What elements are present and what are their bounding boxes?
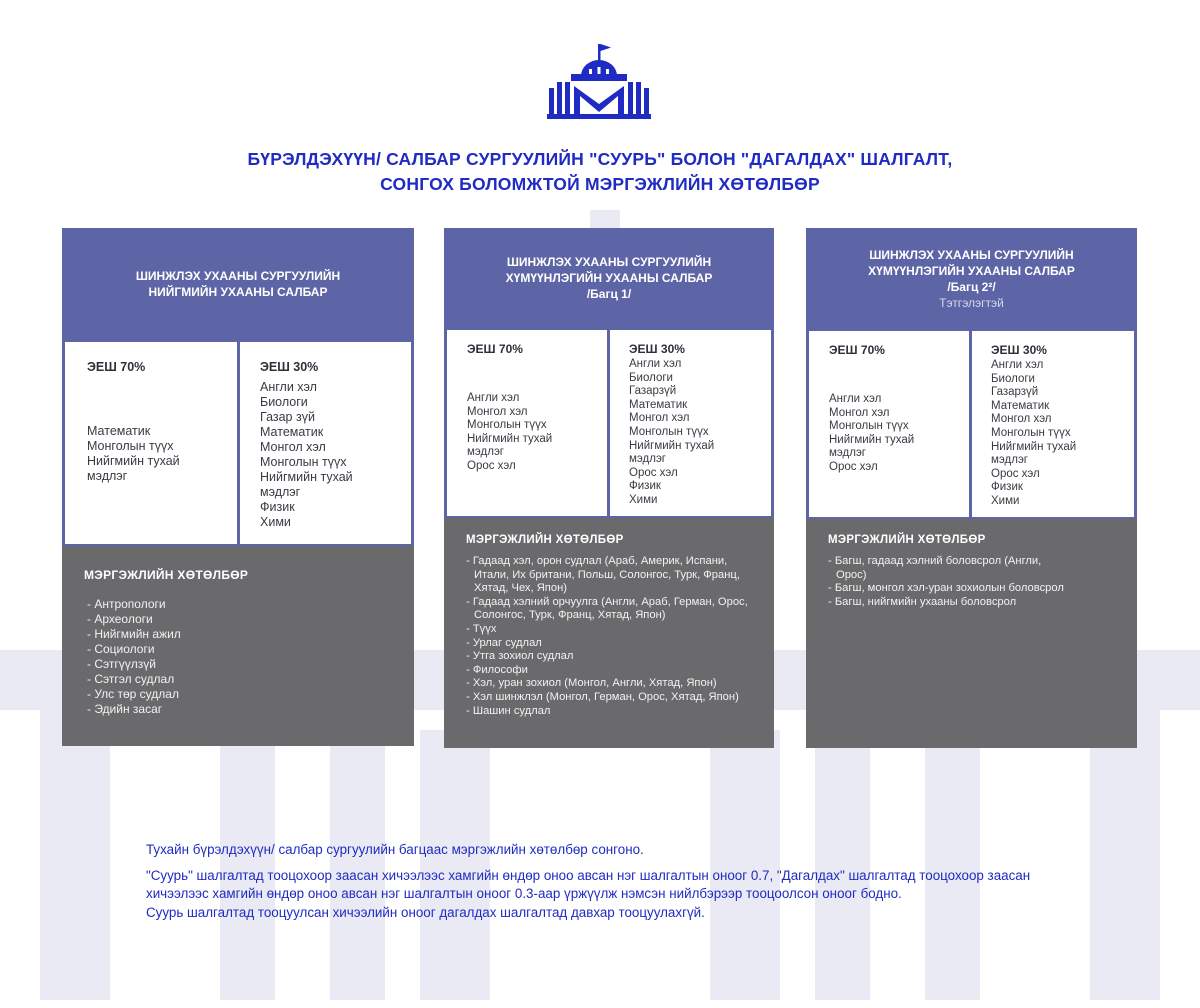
program-panel — [62, 546, 414, 746]
subject-item: Монголын түүх — [260, 455, 347, 469]
exam-cards — [62, 340, 414, 546]
program-title: МЭРГЭЖЛИЙН ХӨТӨЛБӨР — [466, 534, 624, 546]
subject-item: Англи хэл — [629, 358, 682, 370]
base-exam-card — [65, 342, 237, 544]
column-social-sciences — [62, 228, 414, 746]
subject-item: Физик — [629, 480, 661, 493]
base-exam-label: ЭЕШ 70% — [87, 360, 146, 374]
program-item: - Багш, гадаад хэлний боловсрол (Англи, Орос) — [828, 555, 1042, 581]
program-item: - Гадаад хэлний орчуулга (Англи, Араб, Герман, Орос, Солонгос, Турк, Франц, Хятад, Япон) — [466, 595, 748, 622]
university-logo-icon — [545, 42, 653, 120]
column-header-line: НИЙГМИЙН УХААНЫ САЛБАР — [148, 285, 328, 299]
subject-item: Хими — [629, 493, 658, 506]
program-title: МЭРГЭЖЛИЙН ХӨТӨЛБӨР — [828, 534, 986, 546]
program-item: - Багш, нийгмийн ухааны боловсрол — [828, 595, 1017, 608]
column-header — [444, 228, 774, 328]
footnotes — [146, 841, 1066, 929]
program-item: - Антропологи — [87, 597, 166, 611]
subject-item: Нийгмийн тухай — [829, 433, 915, 446]
base-exam-label: ЭЕШ 70% — [467, 342, 523, 356]
column-header-line: ХҮМҮҮНЛЭГИЙН УХААНЫ САЛБАР — [505, 271, 713, 285]
extra-exam-card — [972, 331, 1134, 517]
column-humanities-set-2 — [806, 228, 1137, 748]
subject-item: мэдлэг — [991, 454, 1029, 467]
subject-item: Англи хэл — [260, 380, 317, 394]
subject-item: Монгол хэл — [629, 412, 690, 425]
program-list — [466, 555, 762, 718]
program-item: - Эдийн засаг — [87, 702, 163, 716]
subject-item: Орос хэл — [829, 460, 878, 473]
page-title — [0, 147, 1200, 197]
page-title-line-1: БҮРЭЛДЭХҮҮН/ САЛБАР СУРГУУЛИЙН "СУУРЬ" БОЛОН "ДАГАЛДАХ" ШАЛГАЛТ, — [247, 149, 953, 169]
subject-item: Биологи — [260, 395, 308, 409]
program-item: - Урлаг судлал — [466, 636, 542, 649]
footnote-3: Суурь шалгалтад тооцуулсан хичээлийн оноог дагалдах шалгалтад давхар тооцуулахгүй. — [146, 904, 705, 920]
extra-exam-card — [240, 342, 411, 544]
program-item: - Философи — [466, 663, 528, 676]
exam-cards — [806, 329, 1137, 519]
subject-item: Орос хэл — [991, 467, 1040, 480]
subject-item: Газарзүй — [991, 386, 1039, 399]
subject-item: мэдлэг — [629, 453, 667, 466]
extra-exam-subjects — [629, 358, 714, 508]
extra-exam-label: ЭЕШ 30% — [260, 360, 319, 374]
program-item: - Сэтгүүлзүй — [87, 657, 156, 671]
program-item: - Гадаад хэл, орон судлал (Араб, Америк, Испани, Итали, Их британи, Польш, Солонгос, Турк, Франц, Хятад, Чех, Япон) — [466, 555, 740, 595]
subject-item: Орос хэл — [467, 459, 516, 472]
subject-item: Нийгмийн тухай — [629, 439, 715, 452]
subject-item: Монголын түүх — [991, 426, 1071, 439]
subject-item: Нийгмийн тухай — [260, 470, 353, 484]
subject-item: Монгол хэл — [467, 405, 528, 418]
base-exam-subjects — [87, 424, 180, 484]
column-header — [806, 228, 1137, 329]
program-list — [828, 555, 1124, 609]
program-item: - Түүх — [466, 622, 497, 635]
subject-item: Англи хэл — [991, 359, 1044, 371]
subject-item: Монголын түүх — [829, 420, 909, 433]
program-item: - Шашин судлал — [466, 704, 551, 717]
base-exam-card — [447, 330, 607, 516]
subject-item: Газар зүй — [260, 410, 315, 424]
program-item: - Утга зохиол судлал — [466, 650, 574, 663]
subject-item: Биологи — [629, 371, 673, 384]
program-item: - Хэл шинжлэл (Монгол, Герман, Орос, Хятад, Япон) — [466, 690, 739, 703]
subject-item: Англи хэл — [467, 392, 520, 404]
subject-item: мэдлэг — [829, 447, 867, 460]
base-exam-subjects — [467, 392, 552, 474]
subject-item: Хими — [260, 515, 291, 529]
program-item: - Хэл, уран зохиол (Монгол, Англи, Хятад, Япон) — [466, 677, 717, 690]
program-item: - Сэтгэл судлал — [87, 672, 175, 686]
subject-item: Англи хэл — [829, 393, 882, 405]
column-header-line: ШИНЖЛЭХ УХААНЫ СУРГУУЛИЙН — [135, 269, 341, 283]
subject-item: Математик — [260, 425, 324, 439]
column-header — [62, 228, 414, 340]
subject-item: Орос хэл — [629, 466, 678, 479]
subject-item: Газарзүй — [629, 385, 677, 398]
column-header-line: ХҮМҮҮНЛЭГИЙН УХААНЫ САЛБАР — [868, 263, 1075, 278]
subject-item: Хими — [991, 494, 1020, 507]
subject-item: Монгол хэл — [829, 406, 890, 419]
program-title: МЭРГЭЖЛИЙН ХӨТӨЛБӨР — [84, 568, 249, 582]
subject-item: Математик — [87, 424, 151, 438]
subject-item: мэдлэг — [467, 446, 505, 459]
subject-item: Математик — [629, 398, 688, 411]
subject-item: Нийгмийн тухай — [991, 440, 1077, 453]
footnote-1: Тухайн бүрэлдэхүүн/ салбар сургуулийн багцаас мэргэжлийн хөтөлбөр сонгоно. — [146, 842, 644, 857]
column-header-line: /Багц 1/ — [586, 287, 632, 301]
page-title-line-2: СОНГОХ БОЛОМЖТОЙ МЭРГЭЖЛИЙН ХӨТӨЛБӨР — [380, 174, 820, 194]
base-exam-subjects — [829, 393, 914, 475]
subject-item: Монгол хэл — [260, 440, 326, 454]
subject-item: Биологи — [991, 372, 1035, 385]
subject-item: Монголын түүх — [87, 439, 174, 453]
footnote-2: "Суурь" шалгалтад тооцохоор заасан хичээлээс хамгийн өндөр оноо авсан нэг шалгалтын оноог 0.7, "Дагалдах" шалгалтад тооцохоор заасан хичээлээс хамгийн өндөр оноо авсан нэг шалгалтын оноог 0.3-аар үржүүлж нэмсэн нийлбэрээр тооцоолсон оноог бодно. — [146, 867, 1031, 901]
program-item: - Социологи — [87, 642, 155, 656]
subject-item: Физик — [991, 481, 1023, 494]
column-header-line: ШИНЖЛЭХ УХААНЫ СУРГУУЛИЙН — [506, 255, 712, 269]
exam-cards — [444, 328, 774, 518]
subject-item: Физик — [260, 500, 295, 514]
program-item: - Археологи — [87, 612, 153, 626]
column-header-line: /Багц 2²/ — [947, 279, 996, 294]
subject-item: мэдлэг — [87, 469, 128, 483]
extra-exam-label: ЭЕШ 30% — [629, 342, 685, 356]
subject-item: Монгол хэл — [991, 413, 1052, 426]
extra-exam-subjects — [260, 380, 353, 530]
subject-item: мэдлэг — [260, 485, 301, 499]
extra-exam-label: ЭЕШ 30% — [991, 343, 1047, 357]
program-list — [87, 597, 397, 717]
extra-exam-subjects — [991, 359, 1076, 509]
base-exam-card — [809, 331, 969, 517]
subject-item: Монголын түүх — [467, 419, 547, 432]
subject-item: Монголын түүх — [629, 425, 709, 438]
subject-item: Математик — [991, 399, 1050, 412]
program-item: - Нийгмийн ажил — [87, 627, 181, 641]
column-header-line: ШИНЖЛЭХ УХААНЫ СУРГУУЛИЙН — [869, 247, 1074, 262]
column-humanities-set-1 — [444, 228, 774, 748]
subject-item: Нийгмийн тухай — [87, 454, 180, 468]
program-item: - Багш, монгол хэл-уран зохиолын боловсрол — [828, 582, 1064, 595]
program-panel — [444, 518, 774, 748]
program-panel — [806, 519, 1137, 748]
subject-item: Нийгмийн тухай — [467, 432, 553, 445]
scholarship-label: Тэтгэлэгтэй — [939, 295, 1004, 310]
base-exam-label: ЭЕШ 70% — [829, 343, 885, 357]
program-item: - Улс төр судлал — [87, 687, 179, 701]
extra-exam-card — [610, 330, 771, 516]
